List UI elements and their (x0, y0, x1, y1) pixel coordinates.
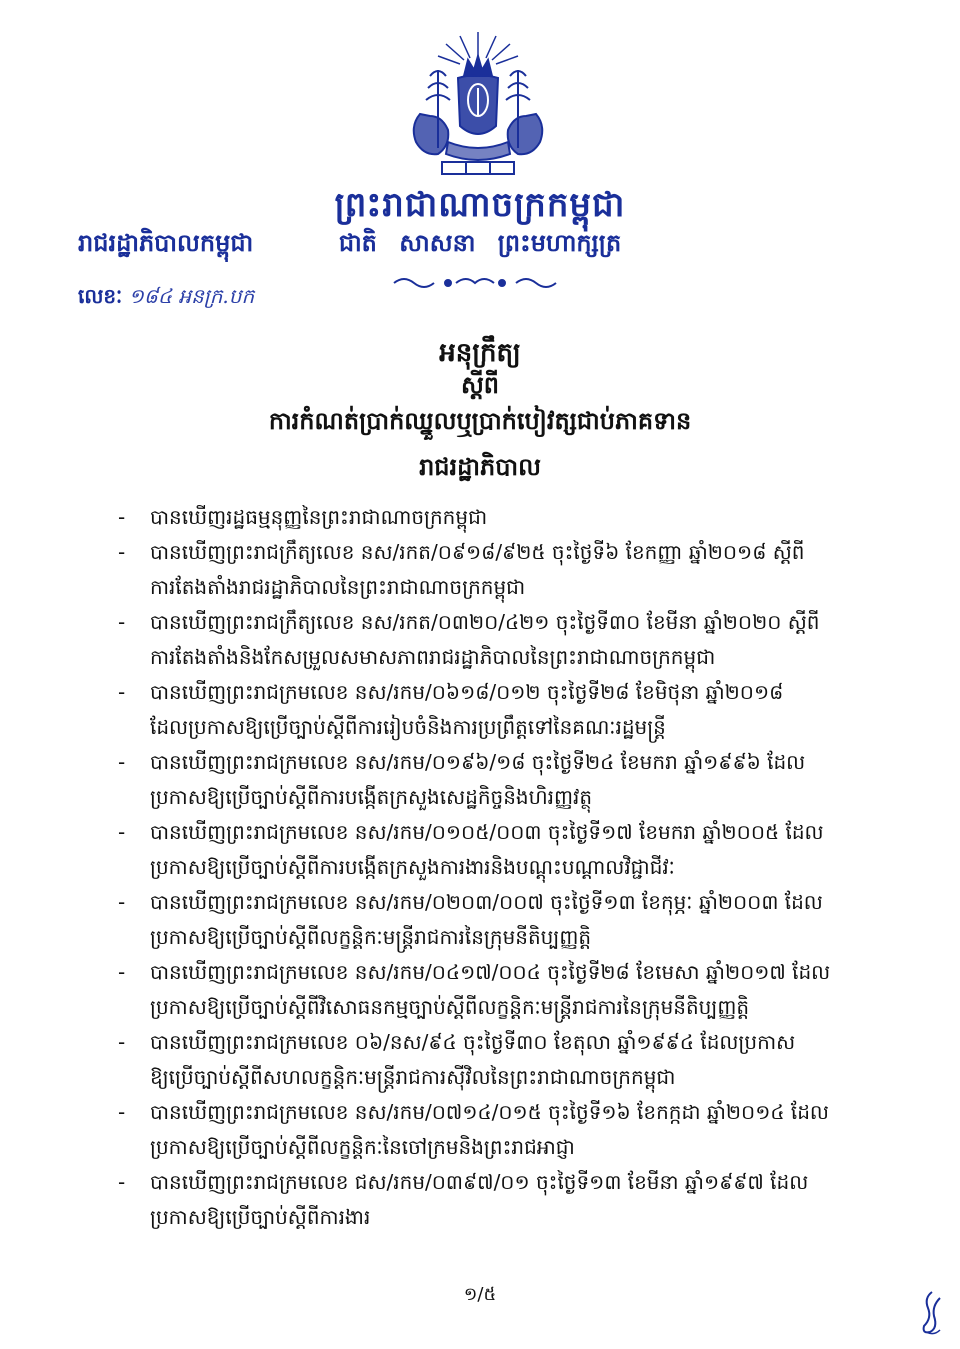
bullet-dash: - (118, 750, 126, 774)
list-item (118, 885, 878, 955)
list-item-text-cont: ប្រកាសឱ្យប្រើច្បាប់ស្តីពីវិសោធនកម្មច្បាប់ស្តីពីលក្ខន្តិកៈមន្ត្រីរាជការនៃក្រុមនីតិប្បញ្ញត្តិ (150, 995, 750, 1019)
list-item (118, 1095, 878, 1165)
list-item-text-cont: ប្រកាសឱ្យប្រើច្បាប់ស្តីពីលក្ខន្តិកៈមន្ត្រីរាជការនៃក្រុមនីតិប្បញ្ញត្តិ (150, 925, 592, 949)
list-item-text: បានឃើញព្រះរាជក្រមលេខ នស/រកម/០២០៣/០០៧ ចុះថ្ងៃទី១៣ ខែកុម្ភៈ ឆ្នាំ២០០៣ ដែល (150, 890, 823, 914)
list-item (118, 535, 878, 605)
list-item (118, 745, 878, 815)
list-item-text: បានឃើញព្រះរាជក្រឹត្យលេខ នស/រកត/០៩១៨/៩២៥ ចុះថ្ងៃទី៦ ខែកញ្ញា ឆ្នាំ២០១៨ ស្តីពី (150, 540, 805, 564)
government-name: រាជរដ្ឋាភិបាលកម្ពុជា (78, 229, 254, 257)
list-item (118, 1165, 878, 1235)
list-item-text: បានឃើញព្រះរាជក្រមលេខ នស/រកម/០៤១៧/០០៤ ចុះថ្ងៃទី២៨ ខែមេសា ឆ្នាំ២០១៧ ដែល (150, 960, 831, 984)
list-item-text-cont: ប្រកាសឱ្យប្រើច្បាប់ស្តីពីការបង្កើតក្រសួងសេដ្ឋកិច្ចនិងហិរញ្ញវត្ថុ (150, 785, 593, 809)
list-item-text: បានឃើញព្រះរាជក្រមលេខ នស/រកម/០៧១៤/០១៥ ចុះថ្ងៃទី១៦ ខែកក្កដា ឆ្នាំ២០១៤ ដែល (150, 1100, 829, 1124)
list-item (118, 675, 878, 745)
list-item-text-cont: ឱ្យប្រើច្បាប់ស្តីពីសហលក្ខន្តិកៈមន្ត្រីរាជការស៊ីវិលនៃព្រះរាជាណាចក្រកម្ពុជា (150, 1065, 676, 1089)
coat-of-arms-icon (398, 30, 558, 180)
bullet-dash: - (118, 960, 126, 984)
list-item-text-cont: ប្រកាសឱ្យប្រើច្បាប់ស្តីពីការបង្កើតក្រសួងការងារនិងបណ្តុះបណ្តាលវិជ្ជាជីវៈ (150, 855, 675, 879)
list-item-text-cont: ការតែងតាំងនិងកែសម្រួលសមាសភាពរាជរដ្ឋាភិបាលនៃព្រះរាជាណាចក្រកម្ពុជា (150, 645, 716, 669)
bullet-dash: - (118, 610, 126, 634)
bullet-dash: - (118, 680, 126, 704)
document-number-value: ១៨៤ អនក្រ.បក (128, 284, 255, 308)
list-item-text: បានឃើញព្រះរាជក្រមលេខ ០៦/នស/៩៤ ចុះថ្ងៃទី៣០ ខែតុលា ឆ្នាំ១៩៩៤ ដែលប្រកាស (150, 1030, 796, 1054)
bullet-dash: - (118, 820, 126, 844)
issuing-authority: រាជរដ្ឋាភិបាល (419, 453, 541, 481)
bullet-dash: - (118, 540, 126, 564)
list-item-text: បានឃើញព្រះរាជក្រមលេខ នស/រកម/០១០៥/០០៣ ចុះថ្ងៃទី១៧ ខែមករា ឆ្នាំ២០០៥ ដែល (150, 820, 824, 844)
bullet-dash: - (118, 890, 126, 914)
preamble-list (118, 500, 878, 1235)
list-item (118, 1025, 878, 1095)
kingdom-heading: ព្រះរាជាណាចក្រកម្ពុជា (334, 185, 626, 225)
list-item (118, 500, 878, 535)
national-motto: ជាតិ សាសនា ព្រះមហាក្សត្រ (338, 229, 622, 257)
list-item (118, 815, 878, 885)
list-item-text-cont: ប្រកាសឱ្យប្រើច្បាប់ស្តីពីលក្ខន្តិកៈនៃចៅក្រមនិងព្រះរាជអាជ្ញា (150, 1135, 575, 1159)
list-item (118, 955, 878, 1025)
title-about: ស្តីពី (460, 371, 500, 399)
bullet-dash: - (118, 1030, 126, 1054)
handwritten-initial-icon (918, 1288, 944, 1338)
page-number: ១/៥ (463, 1284, 497, 1305)
bullet-dash: - (118, 505, 126, 529)
list-item-text: បានឃើញព្រះរាជក្រមលេខ នស/រកម/០៦១៨/០១២ ចុះថ្ងៃទី២៨ ខែមិថុនា ឆ្នាំ២០១៨ (150, 680, 784, 704)
ornament-divider-icon (390, 273, 560, 293)
list-item-text-cont: ការតែងតាំងរាជរដ្ឋាភិបាលនៃព្រះរាជាណាចក្រកម្ពុជា (150, 575, 526, 599)
document-subject: ការកំណត់ប្រាក់ឈ្នួលឬប្រាក់បៀវត្សជាប់ភាគទាន (268, 407, 692, 435)
document-number-label: លេខៈ (78, 284, 123, 308)
document-type: អនុក្រឹត្យ (439, 338, 521, 368)
list-item-text: បានឃើញព្រះរាជក្រមលេខ ជស/រកម/០៣៩៧/០១ ចុះថ្ងៃទី១៣ ខែមីនា ឆ្នាំ១៩៩៧ ដែល (150, 1170, 809, 1194)
list-item-text-cont: ដែលប្រកាសឱ្យប្រើច្បាប់ស្តីពីការរៀបចំនិងការប្រព្រឹត្តទៅនៃគណៈរដ្ឋមន្ត្រី (150, 715, 666, 739)
bullet-dash: - (118, 1170, 126, 1194)
list-item-text: បានឃើញព្រះរាជក្រមលេខ នស/រកម/០១៩៦/១៨ ចុះថ្ងៃទី២៤ ខែមករា ឆ្នាំ១៩៩៦ ដែល (150, 750, 806, 774)
list-item-text: បានឃើញរដ្ឋធម្មនុញ្ញនៃព្រះរាជាណាចក្រកម្ពុជា (150, 505, 488, 529)
bullet-dash: - (118, 1100, 126, 1124)
list-item (118, 605, 878, 675)
list-item-text-cont: ប្រកាសឱ្យប្រើច្បាប់ស្តីពីការងារ (150, 1205, 371, 1229)
document-number (78, 283, 254, 313)
list-item-text: បានឃើញព្រះរាជក្រឹត្យលេខ នស/រកត/០៣២០/៤២១ ចុះថ្ងៃទី៣០ ខែមីនា ឆ្នាំ២០២០ ស្តីពី (150, 610, 820, 634)
